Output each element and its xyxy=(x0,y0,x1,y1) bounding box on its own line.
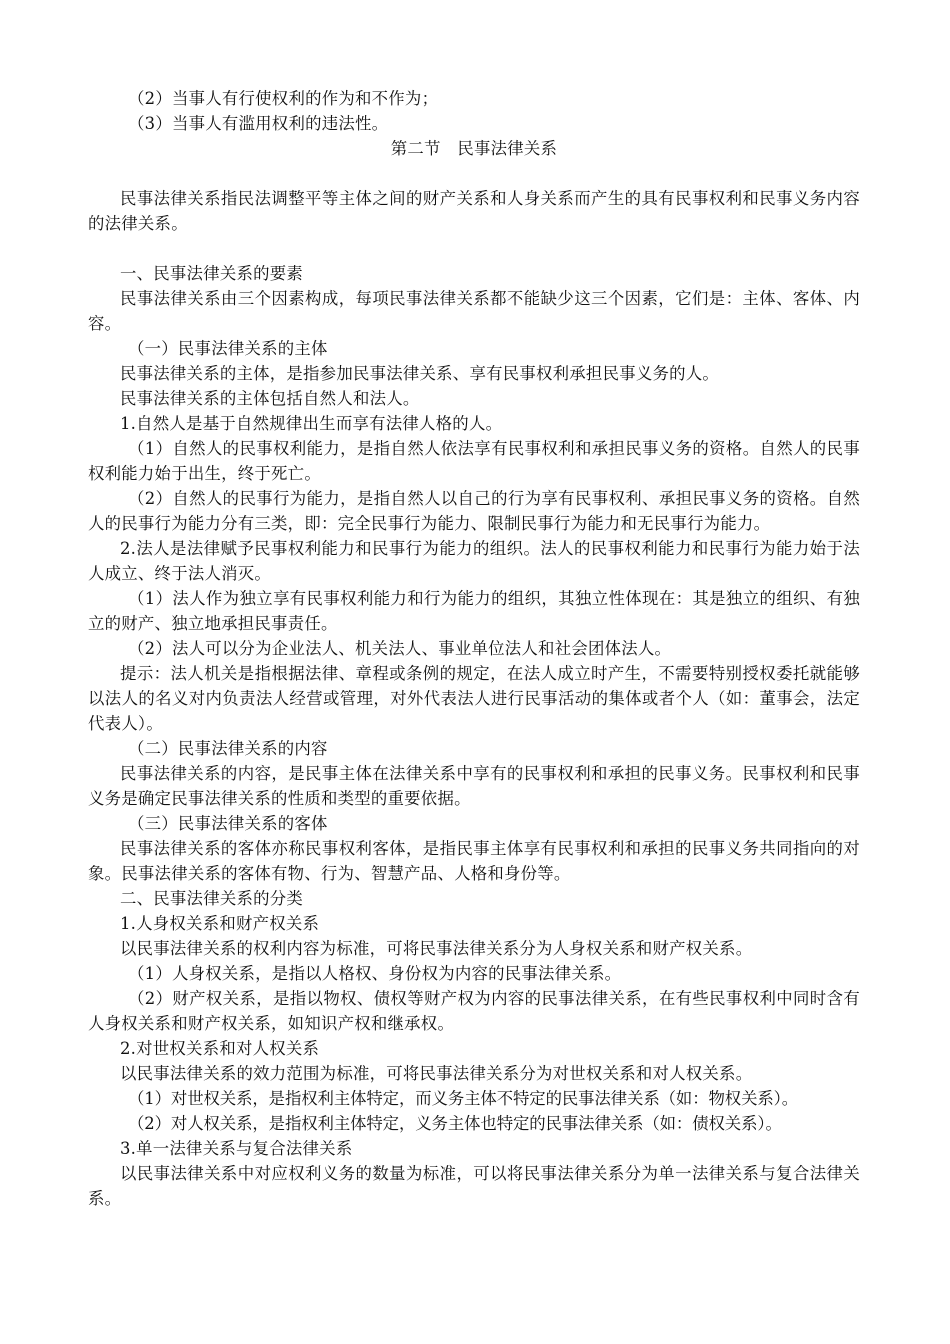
list-item: （1）对世权关系，是指权利主体特定，而义务主体不特定的民事法律关系（如：物权关系）。 xyxy=(128,1089,799,1108)
subheading: （一）民事法律关系的主体 xyxy=(128,339,328,358)
paragraph: 民事法律关系的主体，是指参加民事法律关系、享有民事权利承担民事义务的人。 xyxy=(120,364,720,383)
paragraph: 以民事法律关系的权利内容为标准，可将民事法律关系分为人身权关系和财产权关系。 xyxy=(120,939,753,958)
document-page xyxy=(88,86,860,1211)
part2-heading: 二、民事法律关系的分类 xyxy=(120,889,304,908)
list-item: （2）财产权关系，是指以物权、债权等财产权为内容的民事法律关系，在有些民事权利中同时含有人身权关系和财产权关系，如知识产权和继承权。 xyxy=(88,989,860,1033)
subheading: 2.对世权关系和对人权关系 xyxy=(120,1039,320,1058)
paragraph: 1.自然人是基于自然规律出生而享有法律人格的人。 xyxy=(120,414,503,433)
subheading: （三）民事法律关系的客体 xyxy=(128,814,328,833)
paragraph: （1）自然人的民事权利能力，是指自然人依法享有民事权利和承担民事义务的资格。自然人的民事权利能力始于出生，终于死亡。 xyxy=(88,439,860,483)
paragraph: （1）法人作为独立享有民事权利能力和行为能力的组织，其独立性体现在：其是独立的组织、有独立的财产、独立地承担民事责任。 xyxy=(88,589,860,633)
paragraph: 民事法律关系的内容，是民事主体在法律关系中享有的民事权利和承担的民事义务。民事权利和民事义务是确定民事法律关系的性质和类型的重要依据。 xyxy=(88,764,860,808)
paragraph: 民事法律关系的客体亦称民事权利客体，是指民事主体享有民事权利和承担的民事义务共同指向的对象。民事法律关系的客体有物、行为、智慧产品、人格和身份等。 xyxy=(88,839,860,883)
paragraph: 2.法人是法律赋予民事权利能力和民事行为能力的组织。法人的民事权利能力和民事行为能力始于法人成立、终于法人消灭。 xyxy=(88,539,860,583)
spacer xyxy=(88,236,860,261)
paragraph: （2）自然人的民事行为能力，是指自然人以自己的行为享有民事权利、承担民事义务的资格。自然人的民事行为能力分有三类，即：完全民事行为能力、限制民事行为能力和无民事行为能力。 xyxy=(88,489,860,533)
paragraph: 民事法律关系由三个因素构成，每项民事法律关系都不能缺少这三个因素，它们是：主体、客体、内容。 xyxy=(88,289,860,333)
list-item: （2）当事人有行使权利的作为和不作为； xyxy=(128,89,439,108)
paragraph: 以民事法律关系的效力范围为标准，可将民事法律关系分为对世权关系和对人权关系。 xyxy=(120,1064,753,1083)
tip-paragraph: 提示：法人机关是指根据法律、章程或条例的规定，在法人成立时产生，不需要特别授权委托就能够以法人的名义对内负责法人经营或管理，对外代表法人进行民事活动的集体或者个人（如：董事会，法定代表人）。 xyxy=(88,664,860,733)
subheading: 1.人身权关系和财产权关系 xyxy=(120,914,320,933)
part1-heading: 一、民事法律关系的要素 xyxy=(120,264,304,283)
spacer xyxy=(88,161,860,186)
paragraph: 民事法律关系的主体包括自然人和法人。 xyxy=(120,389,420,408)
list-item: （1）人身权关系，是指以人格权、身份权为内容的民事法律关系。 xyxy=(128,964,622,983)
subheading: 3.单一法律关系与复合法律关系 xyxy=(120,1139,353,1158)
intro-paragraph: 民事法律关系指民法调整平等主体之间的财产关系和人身关系而产生的具有民事权利和民事义务内容的法律关系。 xyxy=(88,189,860,233)
section-title: 第二节 民事法律关系 xyxy=(390,139,558,158)
paragraph: 以民事法律关系中对应权利义务的数量为标准，可以将民事法律关系分为单一法律关系与复合法律关系。 xyxy=(88,1164,860,1208)
subheading: （二）民事法律关系的内容 xyxy=(128,739,328,758)
list-item: （2）对人权关系，是指权利主体特定，义务主体也特定的民事法律关系（如：债权关系）。 xyxy=(128,1114,782,1133)
list-item: （3）当事人有滥用权利的违法性。 xyxy=(128,114,389,133)
paragraph: （2）法人可以分为企业法人、机关法人、事业单位法人和社会团体法人。 xyxy=(128,639,672,658)
